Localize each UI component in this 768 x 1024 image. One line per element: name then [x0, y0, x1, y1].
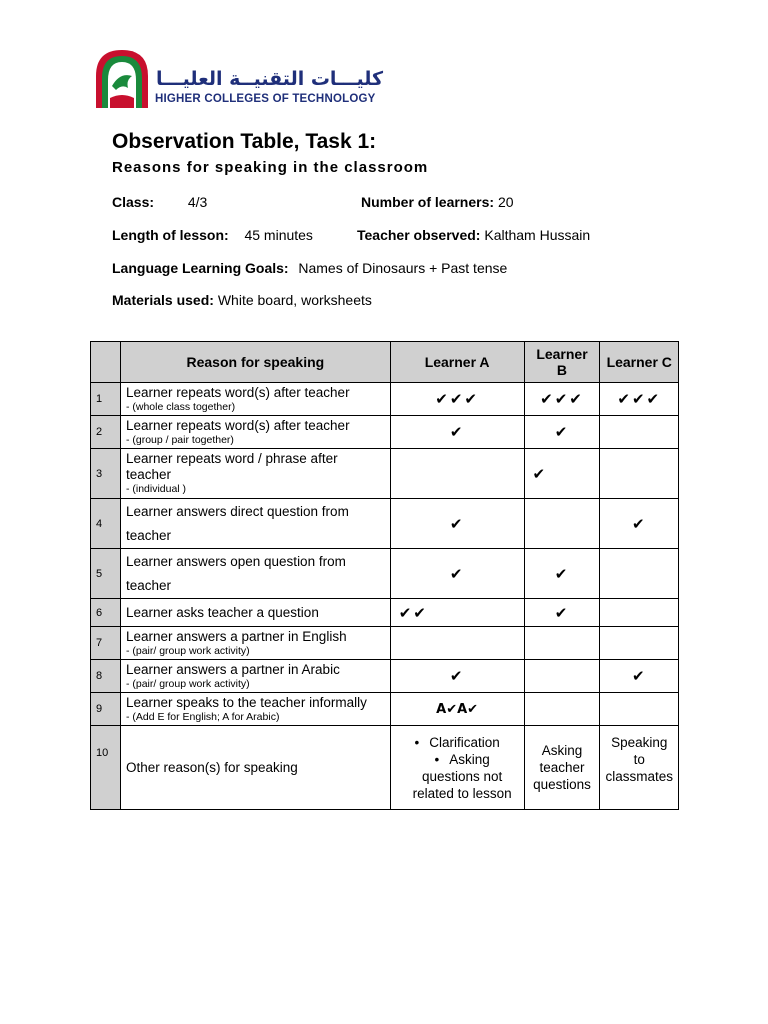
table-row: [91, 549, 679, 599]
learner-a-mark: [390, 627, 524, 660]
row-number: 5: [91, 549, 121, 599]
header-num: [91, 342, 121, 383]
learners-field: [361, 194, 514, 210]
header-learner-c: Learner C: [600, 342, 679, 383]
row-reason: [120, 627, 390, 660]
learner-b-mark: [524, 660, 600, 693]
row-number: 3: [91, 449, 121, 499]
learner-c-mark: [600, 627, 679, 660]
learner-a-mark: ✔✔✔: [390, 383, 524, 416]
reason-text: Other reason(s) for speaking: [125, 759, 298, 775]
reason-text: Learner answers a partner in English: [125, 628, 347, 644]
learner-a-mark: ✔: [390, 549, 524, 599]
row-reason: [120, 599, 390, 627]
learner-c-mark: [600, 599, 679, 627]
row-reason: [120, 449, 390, 499]
header-reason: Reason for speaking: [120, 342, 390, 383]
header-learner-a: Learner A: [390, 342, 524, 383]
table-row: [91, 449, 679, 499]
learner-a-mark: A✔A✔: [390, 693, 524, 726]
learner-b-mark: ✔: [524, 449, 600, 499]
goals-value: Names of Dinosaurs + Past tense: [298, 260, 508, 276]
goals-label: Language Learning Goals:: [112, 260, 289, 276]
learner-a-other: [390, 726, 524, 810]
row-number: 8: [91, 660, 121, 693]
reason-text: Learner repeats word / phrase after teacher: [125, 451, 338, 482]
teacher-field: [357, 227, 590, 243]
reason-text: Learner answers open question from teacher: [125, 553, 346, 593]
length-label: Length of lesson:: [112, 227, 229, 243]
learner-c-mark: ✔: [600, 499, 679, 549]
table-header-row: [91, 342, 679, 383]
learner-a-mark: ✔: [390, 416, 524, 449]
teacher-value: Kaltham Hussain: [484, 227, 591, 243]
learner-c-other: Speaking to classmates: [600, 726, 679, 810]
learners-label: Number of learners:: [361, 194, 495, 210]
row-reason: [120, 549, 390, 599]
materials-label: Materials used:: [112, 292, 214, 308]
reason-text: Learner repeats word(s) after teacher: [125, 384, 350, 400]
row-reason: [120, 416, 390, 449]
list-item: • Clarification: [396, 734, 519, 751]
reason-subtext: - (whole class together): [125, 400, 236, 413]
learners-value: 20: [497, 194, 514, 210]
row-number: 1: [91, 383, 121, 416]
learner-a-mark: ✔: [390, 499, 524, 549]
learner-a-bullet-list: [396, 734, 519, 802]
reason-subtext: - (pair/ group work activity): [125, 677, 250, 690]
list-item: • Asking questions not related to lesson: [396, 751, 519, 802]
learner-b-mark: ✔: [524, 416, 600, 449]
learner-b-other: Asking teacher questions: [524, 726, 600, 810]
logo-english-text: HIGHER COLLEGES OF TECHNOLOGY: [155, 93, 376, 105]
row-number: 6: [91, 599, 121, 627]
teacher-label: Teacher observed:: [357, 227, 481, 243]
reason-subtext: - (pair/ group work activity): [125, 644, 250, 657]
reason-text: Learner repeats word(s) after teacher: [125, 417, 350, 433]
goals-field: [112, 260, 507, 276]
row-reason: [120, 499, 390, 549]
header-learner-b: Learner B: [524, 342, 600, 383]
reason-text: Learner speaks to the teacher informally: [125, 694, 367, 710]
row-reason: [120, 383, 390, 416]
learner-b-mark: [524, 627, 600, 660]
row-number: 9: [91, 693, 121, 726]
learner-c-mark: [600, 416, 679, 449]
learner-c-mark: [600, 693, 679, 726]
class-field: [112, 194, 207, 210]
table-row: [91, 660, 679, 693]
table-row: [91, 693, 679, 726]
reason-subtext: - (individual ): [125, 483, 187, 495]
row-reason: [120, 693, 390, 726]
class-value: 4/3: [187, 194, 208, 210]
length-field: [112, 227, 313, 243]
reason-subtext: - (group / pair together): [125, 433, 234, 446]
length-value: 45 minutes: [244, 227, 313, 243]
learner-a-mark: ✔: [390, 660, 524, 693]
row-number: 4: [91, 499, 121, 549]
row-number: 10: [91, 726, 121, 810]
row-number: 7: [91, 627, 121, 660]
learner-b-mark: ✔: [524, 549, 600, 599]
learner-a-mark: [390, 449, 524, 499]
learner-b-mark: ✔✔✔: [524, 383, 600, 416]
learner-b-mark: ✔: [524, 599, 600, 627]
table-row: [91, 383, 679, 416]
reason-text: Learner asks teacher a question: [125, 604, 319, 620]
page-subtitle: Reasons for speaking in the classroom: [112, 159, 429, 176]
learner-a-mark: ✔✔: [390, 599, 524, 627]
learner-b-mark: [524, 499, 600, 549]
reason-text: Learner answers a partner in Arabic: [125, 661, 340, 677]
reason-text: Learner answers direct question from teacher: [125, 503, 349, 543]
learner-b-mark: [524, 693, 600, 726]
observation-table: [90, 341, 679, 810]
reason-subtext: - (Add E for English; A for Arabic): [125, 710, 280, 723]
table-row: [91, 627, 679, 660]
row-reason: [120, 660, 390, 693]
learner-c-mark: ✔: [600, 660, 679, 693]
row-reason: [120, 726, 390, 810]
learner-c-mark: [600, 549, 679, 599]
learner-c-mark: ✔✔✔: [600, 383, 679, 416]
table-row: [91, 499, 679, 549]
row-number: 2: [91, 416, 121, 449]
materials-value: White board, worksheets: [217, 292, 372, 308]
learner-c-mark: [600, 449, 679, 499]
table-row: [91, 416, 679, 449]
page-title: Observation Table, Task 1:: [112, 130, 377, 153]
table-row: [91, 726, 679, 810]
table-row: [91, 599, 679, 627]
logo-arabic-text: كليـــات التقنيــة العليـــا: [156, 68, 384, 90]
class-label: Class:: [112, 194, 155, 210]
materials-field: [112, 292, 372, 308]
